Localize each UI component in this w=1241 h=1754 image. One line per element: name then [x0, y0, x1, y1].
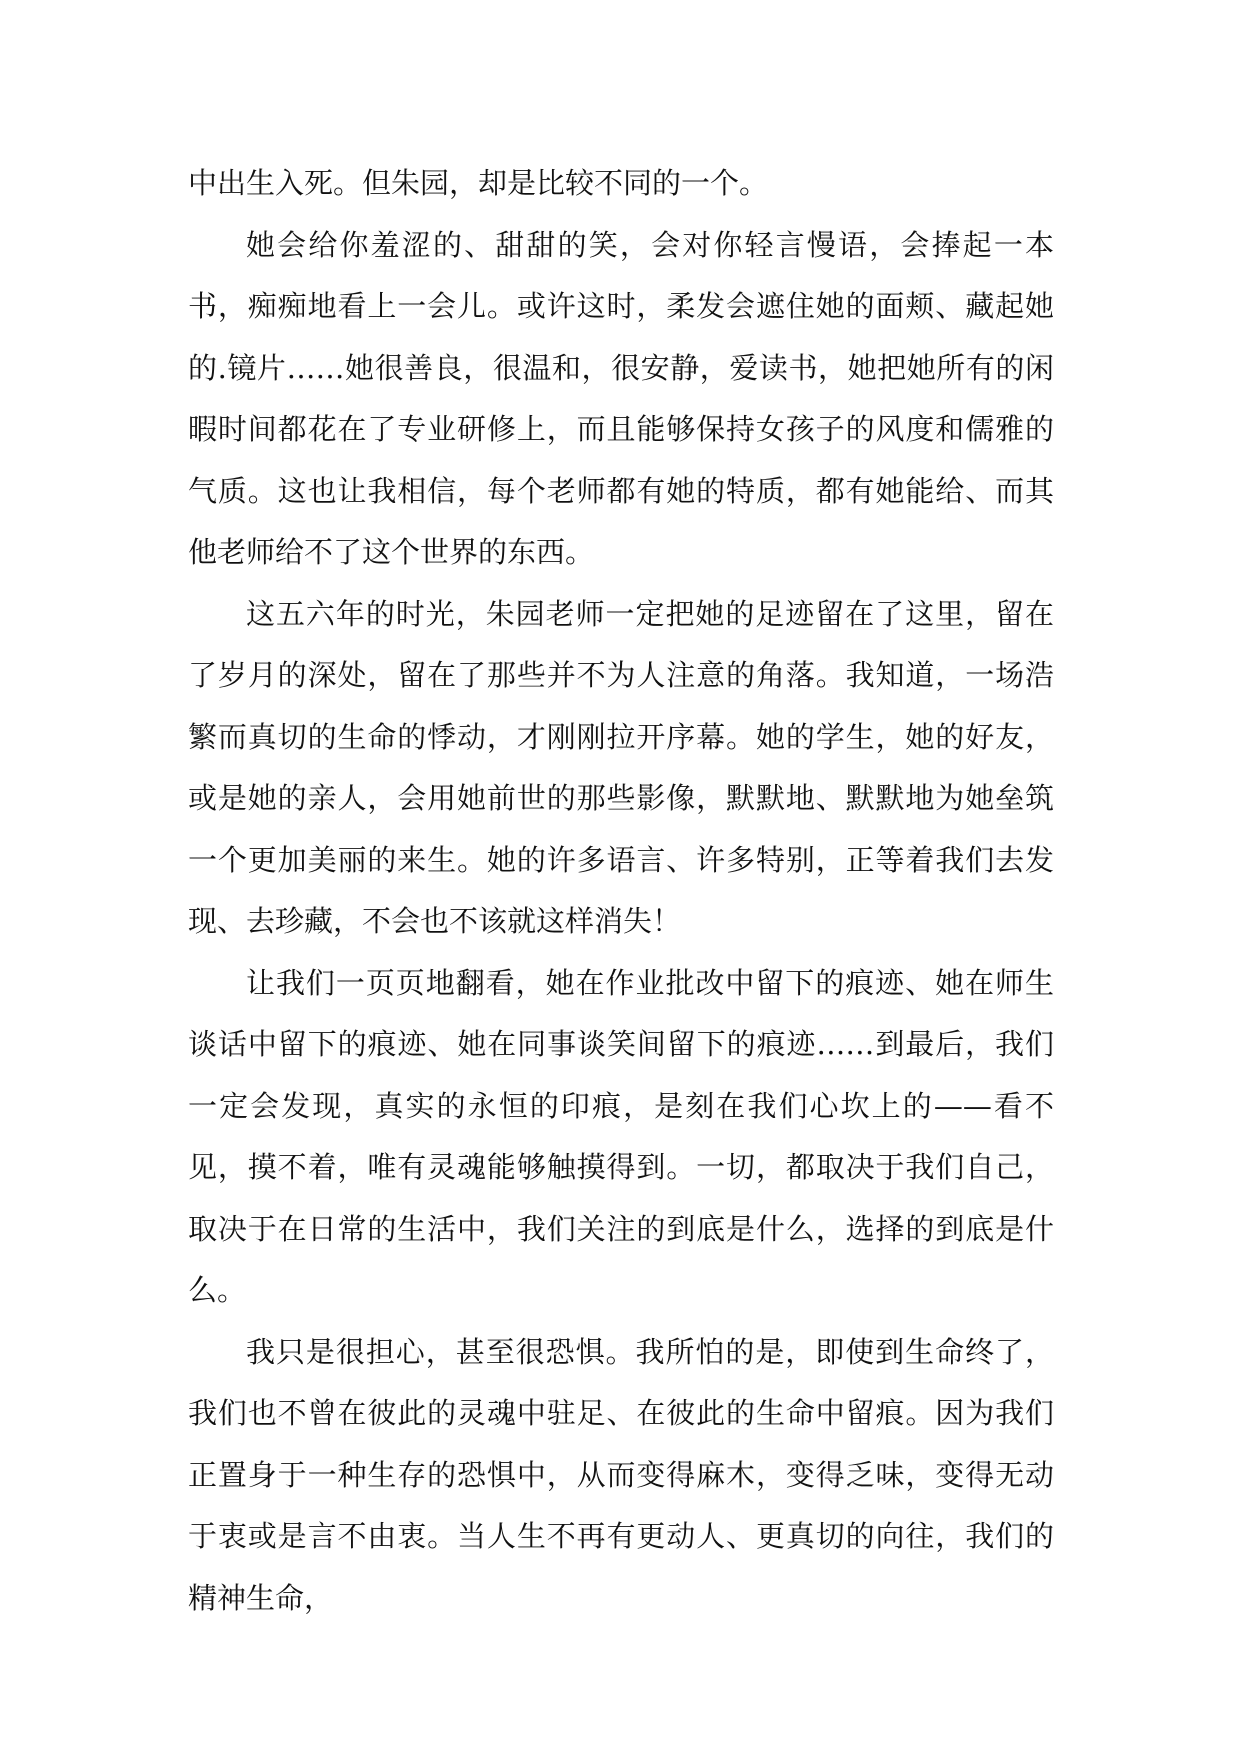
document-body [188, 153, 1054, 1629]
paragraph-4: 让我们一页页地翻看，她在作业批改中留下的痕迹、她在师生谈话中留下的痕迹、她在同事谈笑间留下的痕迹……到最后，我们一定会发现，真实的永恒的印痕，是刻在我们心坎上的——看不见，摸不着，唯有灵魂能够触摸得到。一切，都取决于我们自己，取决于在日常的生活中，我们关注的到底是什么，选择的到底是什么。 [188, 965, 1054, 1307]
paragraph-5: 我只是很担心，甚至很恐惧。我所怕的是，即使到生命终了，我们也不曾在彼此的灵魂中驻足、在彼此的生命中留痕。因为我们正置身于一种生存的恐惧中，从而变得麻木，变得乏味，变得无动于衷或是言不由衷。当人生不再有更动人、更真切的向往，我们的精神生命， [188, 1334, 1054, 1615]
paragraph-2: 她会给你羞涩的、甜甜的笑，会对你轻言慢语，会捧起一本书，痴痴地看上一会儿。或许这时，柔发会遮住她的面颊、藏起她的.镜片……她很善良，很温和，很安静，爱读书，她把她所有的闲暇时间都花在了专业研修上，而且能够保持女孩子的风度和儒雅的气质。这也让我相信，每个老师都有她的特质，都有她能给、而其他老师给不了这个世界的东西。 [188, 227, 1054, 569]
paragraph-3: 这五六年的时光，朱园老师一定把她的足迹留在了这里，留在了岁月的深处，留在了那些并不为人注意的角落。我知道，一场浩繁而真切的生命的悸动，才刚刚拉开序幕。她的学生，她的好友，或是她的亲人，会用她前世的那些影像，默默地、默默地为她垒筑一个更加美丽的来生。她的许多语言、许多特别，正等着我们去发现、去珍藏，不会也不该就这样消失！ [188, 596, 1054, 938]
paragraph-1: 中出生入死。但朱园，却是比较不同的一个。 [188, 166, 769, 200]
